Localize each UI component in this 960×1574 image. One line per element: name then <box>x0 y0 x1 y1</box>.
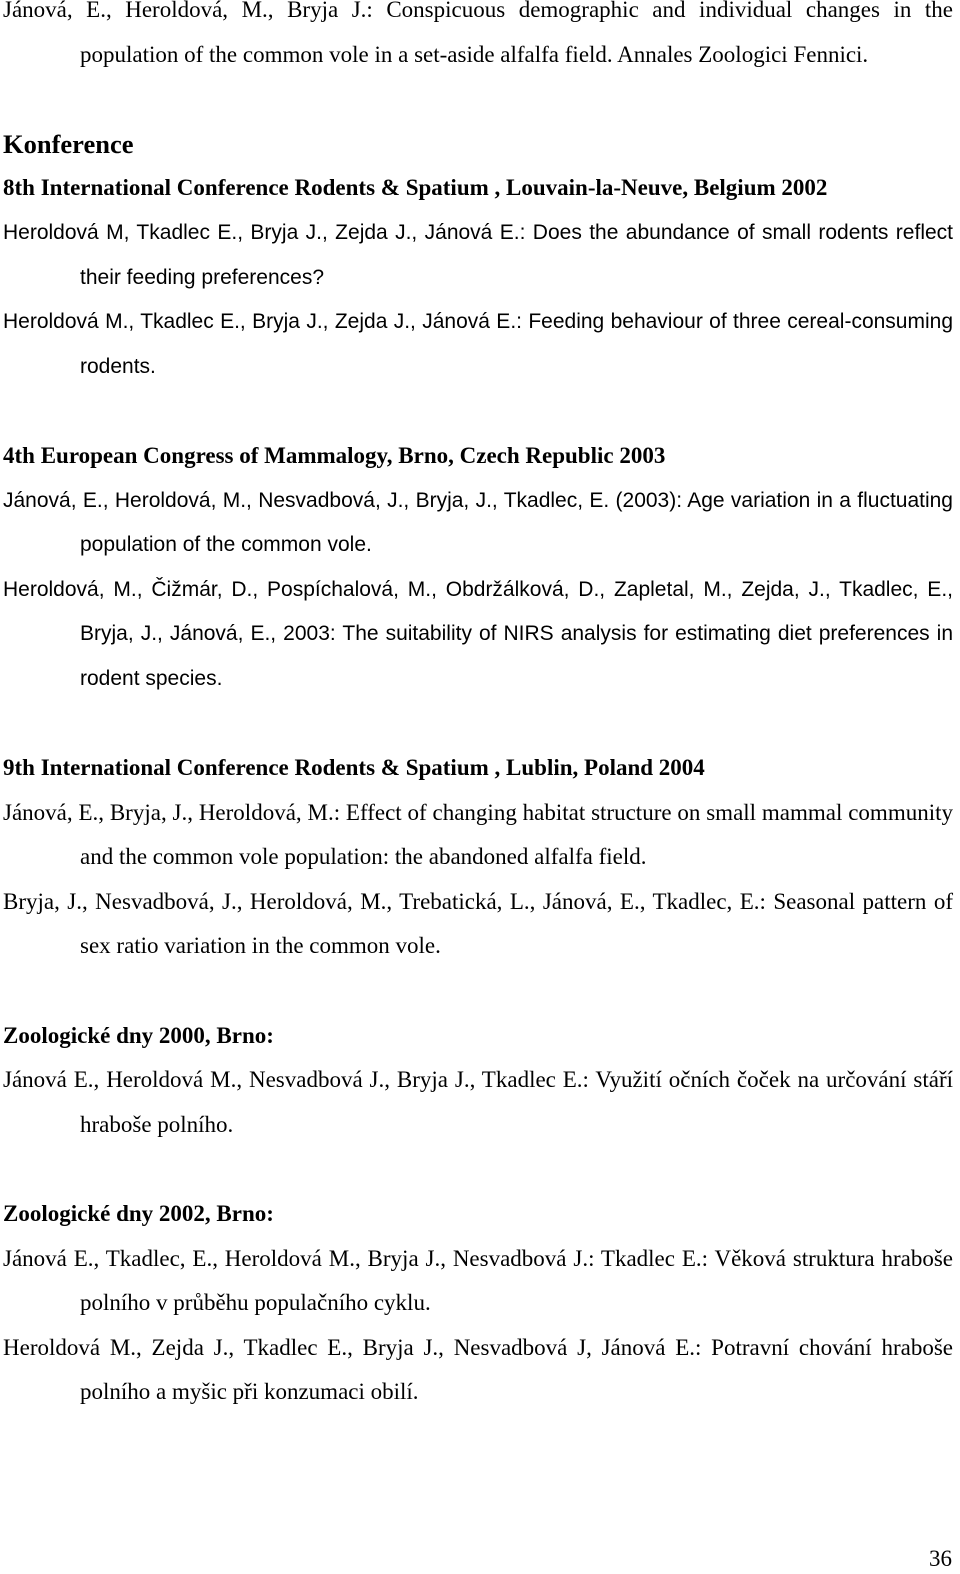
section-heading-konference: Konference <box>3 128 134 159</box>
publication-entry: Heroldová M., Tkadlec E., Bryja J., Zejda J., Jánová E.: Feeding behaviour of three cereal-consuming rodents. <box>3 310 953 378</box>
section-spacer <box>3 1147 953 1192</box>
conference-heading-2004: 9th International Conference Rodents & Spatium , Lublin, Poland 2004 <box>3 755 705 781</box>
section-spacer <box>3 969 953 1014</box>
conference-heading-zd-2002: Zoologické dny 2002, Brno: <box>3 1201 274 1227</box>
section-spacer <box>3 702 953 747</box>
publication-entry-journal: Jánová, E., Heroldová, M., Bryja J.: Conspicuous demographic and individual changes in the population of the common vole in a set-aside alfalfa field. Annales Zoologici Fennici. <box>3 0 953 67</box>
publication-entry: Heroldová M., Zejda J., Tkadlec E., Bryja J., Nesvadbová J, Jánová E.: Potravní chování hraboše polního a myšic při konzumaci obilí. <box>3 1334 953 1405</box>
page-number: 36 <box>929 1546 952 1571</box>
publication-entry: Heroldová, M., Čižmár, D., Pospíchalová, M., Obdržálková, D., Zapletal, M., Zejda, J., Tkadlec, E., Bryja, J., Jánová, E., 2003: The suitability of NIRS analysis for estimating diet preferences in rodent species. <box>3 577 953 690</box>
publication-entry: Jánová, E., Bryja, J., Heroldová, M.: Effect of changing habitat structure on small mammal community and the common vole population: the abandoned alfalfa field. <box>3 799 953 870</box>
conference-heading-2003: 4th European Congress of Mammalogy, Brno, Czech Republic 2003 <box>3 442 666 468</box>
publication-entry: Bryja, J., Nesvadbová, J., Heroldová, M., Trebatická, L., Jánová, E., Tkadlec, E.: Seasonal pattern of sex ratio variation in the common vole. <box>3 888 953 959</box>
publication-entry: Heroldová M, Tkadlec E., Bryja J., Zejda J., Jánová E.: Does the abundance of small rodents reflect their feeding preferences? <box>3 220 953 289</box>
publication-entry: Jánová E., Tkadlec, E., Heroldová M., Bryja J., Nesvadbová J.: Tkadlec E.: Věková struktura hraboše polního v průběhu populačního cyklu. <box>3 1245 953 1316</box>
publication-entry: Jánová, E., Heroldová, M., Nesvadbová, J., Bryja, J., Tkadlec, E. (2003): Age variation in a fluctuating population of the common vole. <box>3 488 953 557</box>
section-spacer <box>3 389 953 434</box>
publication-entry: Jánová E., Heroldová M., Nesvadbová J., Bryja J., Tkadlec E.: Využití očních čoček na určování stáří hraboše polního. <box>3 1067 953 1137</box>
publication-list <box>3 0 953 1415</box>
section-spacer <box>3 77 953 122</box>
conference-heading-2002: 8th International Conference Rodents & Spatium , Louvain-la-Neuve, Belgium 2002 <box>3 175 828 201</box>
conference-heading-zd-2000: Zoologické dny 2000, Brno: <box>3 1022 274 1048</box>
